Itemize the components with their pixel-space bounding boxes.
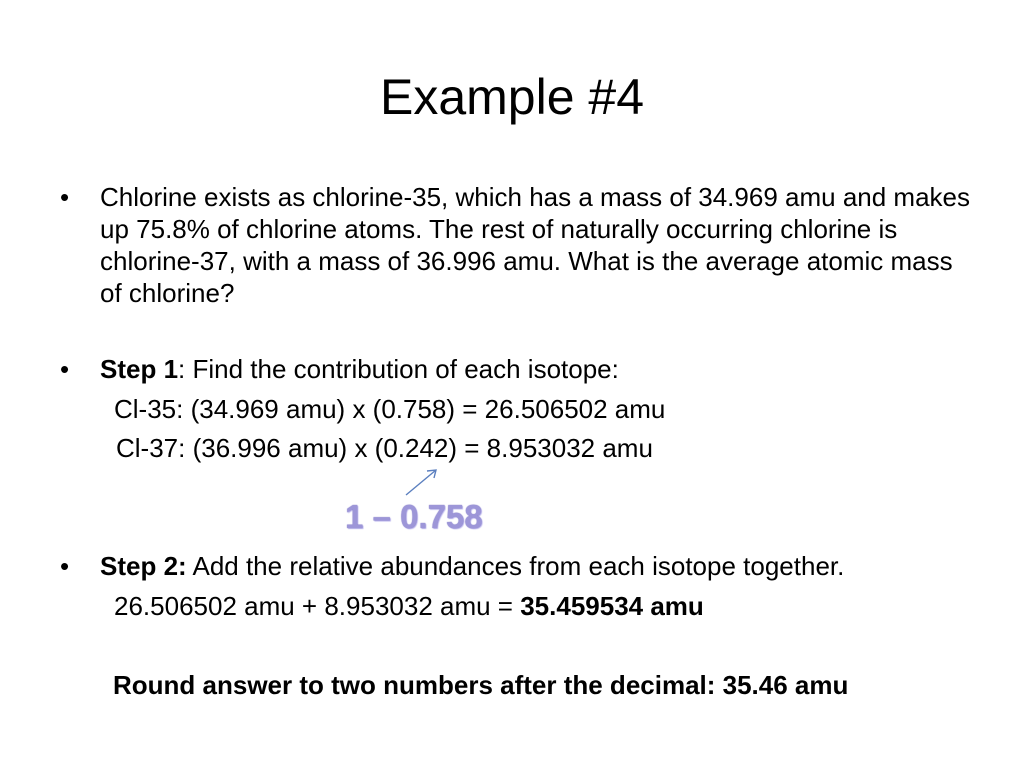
bullet-dot: •	[60, 551, 70, 581]
step-2-heading	[100, 550, 980, 582]
bullet-dot: •	[60, 354, 70, 384]
step-1-heading	[100, 353, 980, 385]
sum-calculation	[114, 590, 704, 622]
cl35-calculation: Cl-35: (34.969 amu) x (0.758) = 26.506502 amu	[114, 394, 666, 424]
slide-title: Example #4	[379, 69, 645, 125]
step-1-text: : Find the contribution of each isotope:	[178, 354, 619, 384]
sum-result: 35.459534 amu	[520, 591, 704, 621]
cl37-calculation: Cl-37: (36.996 amu) x (0.242) = 8.953032 amu	[116, 433, 653, 463]
step-1-label: Step 1	[100, 354, 179, 384]
step-2-text: Add the relative abundances from each isotope together.	[186, 551, 845, 581]
abundance-annotation: 1 – 0.758	[345, 498, 483, 535]
arrow-icon	[404, 467, 440, 497]
problem-text: Chlorine exists as chlorine-35, which has a mass of 34.969 amu and makes up 75.8% of chlorine atoms. The rest of naturally occurring chlorine is chlorine-37, with a mass of 36.996 amu. What is the average atomic mass of chlorine?	[100, 182, 970, 308]
sum-expression: 26.506502 amu + 8.953032 amu =	[114, 591, 521, 621]
bullet-dot: •	[60, 182, 70, 212]
rounding-note: Round answer to two numbers after the decimal: 35.46 amu	[113, 670, 849, 700]
step-2-label: Step 2:	[100, 551, 187, 581]
